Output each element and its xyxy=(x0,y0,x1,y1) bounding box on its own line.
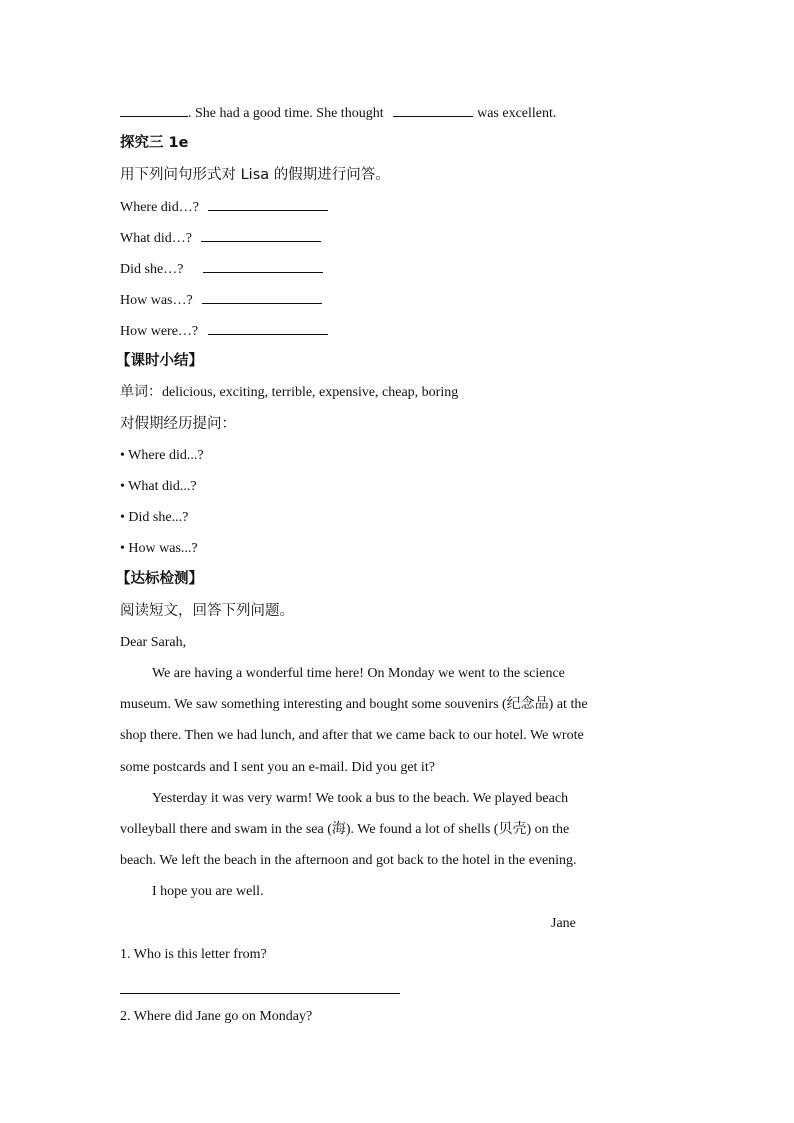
check-heading: 【达标检测】 xyxy=(116,571,203,587)
question-row xyxy=(120,228,321,248)
letter-salutation: Dear Sarah, xyxy=(120,635,187,650)
intro-text: . She had a good time. She thought xyxy=(188,106,384,121)
section3-intro-line xyxy=(120,103,556,123)
summary-bullet: • What did...? xyxy=(120,479,197,494)
letter-closing: I hope you are well. xyxy=(152,884,264,899)
summary-heading: 【课时小结】 xyxy=(116,353,203,369)
question-prompt: How were…? xyxy=(120,324,199,339)
answer-blank[interactable] xyxy=(203,259,323,273)
fill-blank[interactable] xyxy=(393,103,473,117)
intro-end-text: was excellent. xyxy=(477,106,557,121)
letter-line: Yesterday it was very warm! We took a bus to the beach. We played beach xyxy=(152,791,569,806)
question-row xyxy=(120,321,328,341)
question-row xyxy=(120,290,322,310)
summary-bullet: • Did she...? xyxy=(120,510,189,525)
question-prompt: What did…? xyxy=(120,231,192,246)
question-row xyxy=(120,259,323,279)
question-2: 2. Where did Jane go on Monday? xyxy=(120,1009,313,1024)
question-prompt: Where did…? xyxy=(120,200,199,215)
summary-bullet: • How was...? xyxy=(120,541,198,556)
answer-blank[interactable] xyxy=(208,197,328,211)
check-instruction: 阅读短文，回答下列问题。 xyxy=(120,603,294,619)
letter-line: We are having a wonderful time here! On Monday we went to the science xyxy=(152,666,565,681)
question-prompt: How was…? xyxy=(120,293,193,308)
answer-blank[interactable] xyxy=(208,321,328,335)
section3-instruction: 用下列问句形式对 Lisa 的假期进行问答。 xyxy=(120,167,390,183)
summary-question-intro: 对假期经历提问： xyxy=(120,416,236,432)
question-1: 1. Who is this letter from? xyxy=(120,947,267,962)
question-prompt: Did she…? xyxy=(120,262,184,277)
answer-blank[interactable] xyxy=(202,290,322,304)
letter-line: museum. We saw something interesting and bought some souvenirs (纪念品) at the xyxy=(120,697,588,712)
letter-line: shop there. Then we had lunch, and after that we came back to our hotel. We wrote xyxy=(120,728,584,743)
question-row xyxy=(120,197,328,217)
answer-line[interactable] xyxy=(120,993,400,994)
fill-blank[interactable] xyxy=(120,103,188,117)
letter-line: beach. We left the beach in the afternoon and got back to the hotel in the evening. xyxy=(120,853,577,868)
section3-heading: 探究三 1e xyxy=(120,135,189,151)
summary-bullet: • Where did...? xyxy=(120,448,204,463)
summary-words: 单词：delicious, exciting, terrible, expensive, cheap, boring xyxy=(120,385,459,400)
letter-line: volleyball there and swam in the sea (海). We found a lot of shells (贝壳) on the xyxy=(120,822,570,837)
letter-signature: Jane xyxy=(551,916,576,931)
answer-blank[interactable] xyxy=(201,228,321,242)
letter-line: some postcards and I sent you an e-mail. Did you get it? xyxy=(120,760,435,775)
